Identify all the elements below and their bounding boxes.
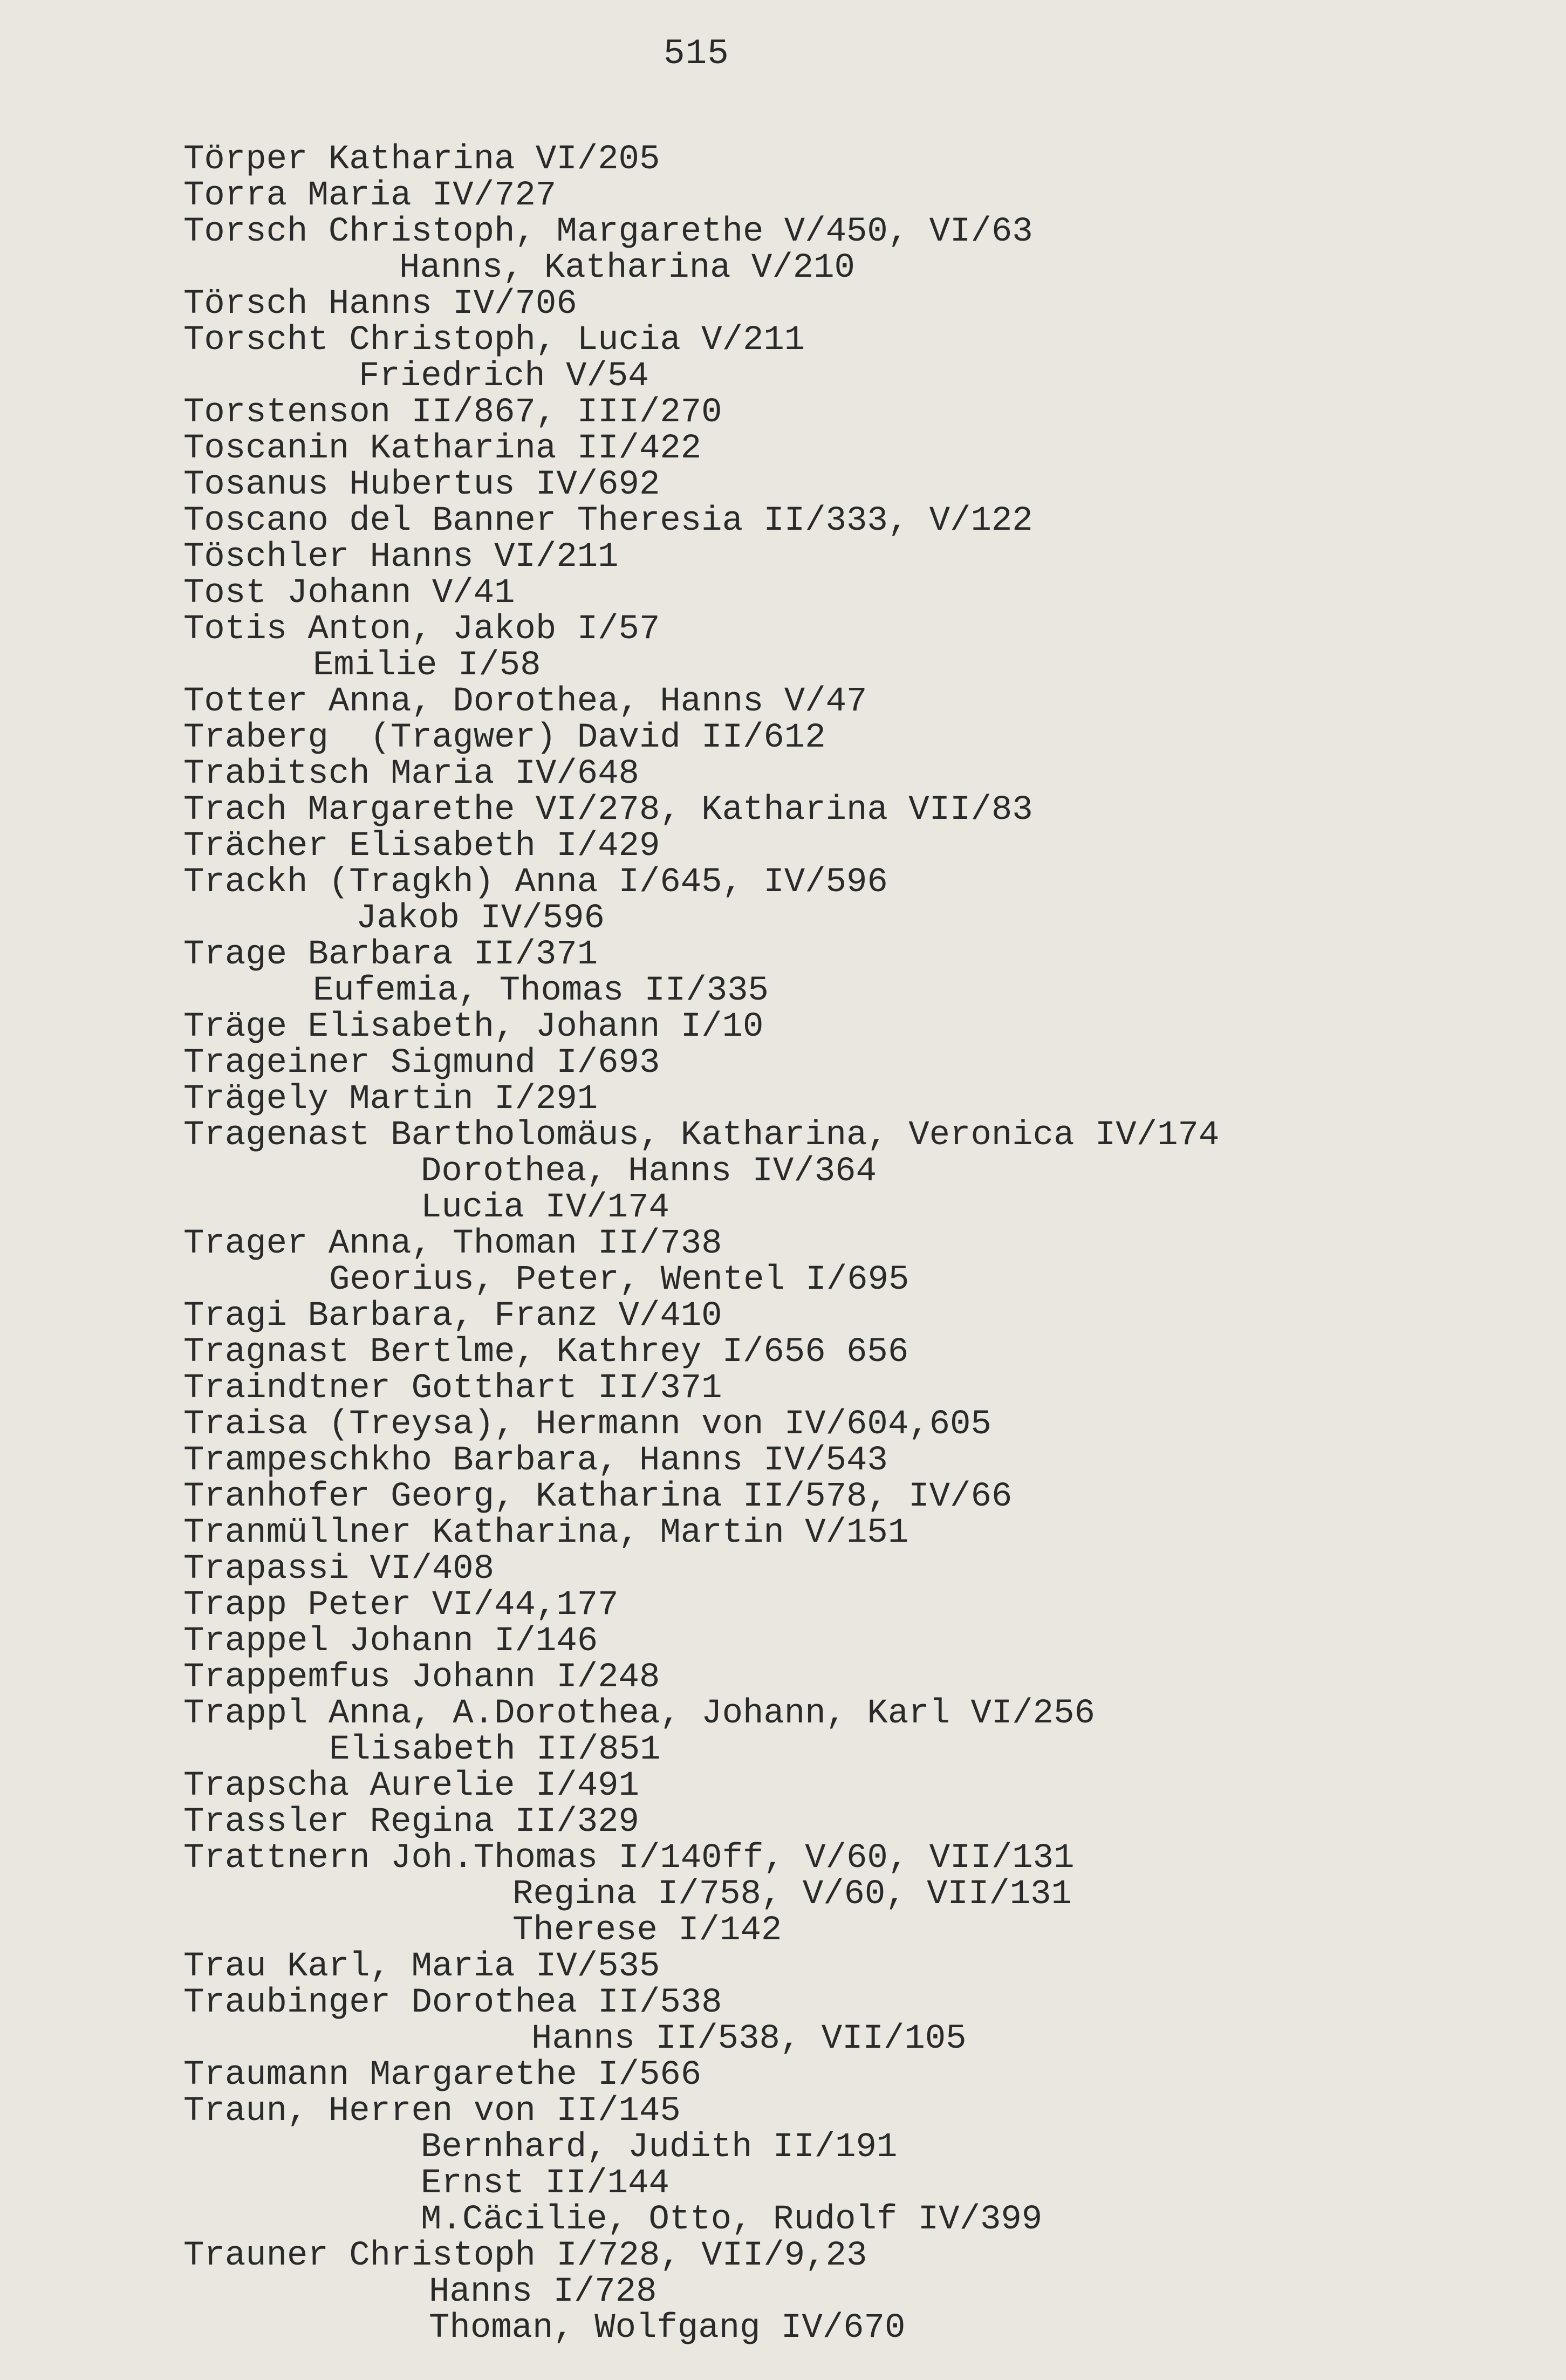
index-entry: Tragenast Bartholomäus, Katharina, Veronica IV/174: [183, 1116, 1220, 1155]
index-entry: Trabitsch Maria IV/648: [183, 755, 639, 794]
index-entry: Traberg (Tragwer) David II/612: [183, 719, 826, 757]
index-entry: Toscano del Banner Theresia II/333, V/122: [183, 502, 1033, 541]
index-entry: Tragnast Bertlme, Kathrey I/656 656: [183, 1333, 909, 1372]
index-subentry: Friedrich V/54: [359, 357, 649, 396]
index-entry: Trapscha Aurelie I/491: [183, 1767, 639, 1805]
index-subentry: Thoman, Wolfgang IV/670: [429, 2309, 906, 2348]
index-entry: Trapp Peter VI/44,177: [183, 1586, 619, 1625]
index-entry: Trägely Martin I/291: [183, 1080, 598, 1119]
index-entry-list: [183, 142, 1219, 2347]
index-entry: Toscanin Katharina II/422: [183, 429, 702, 468]
index-entry: Traun, Herren von II/145: [183, 2092, 681, 2131]
index-entry: Trager Anna, Thoman II/738: [183, 1225, 722, 1263]
index-entry: Trappel Johann I/146: [183, 1622, 598, 1661]
index-entry: Törsch Hanns IV/706: [183, 285, 577, 324]
index-entry: Totter Anna, Dorothea, Hanns V/47: [183, 682, 867, 721]
index-entry: Trampeschkho Barbara, Hanns IV/543: [183, 1441, 888, 1480]
index-subentry: Therese I/142: [512, 1911, 782, 1950]
index-entry: Trau Karl, Maria IV/535: [183, 1947, 660, 1986]
index-subentry: Regina I/758, V/60, VII/131: [512, 1875, 1072, 1914]
index-subentry: Elisabeth II/851: [329, 1731, 661, 1769]
index-subentry: Eufemia, Thomas II/335: [313, 972, 769, 1010]
index-entry: Trageiner Sigmund I/693: [183, 1044, 660, 1083]
page-number: 515: [664, 33, 729, 74]
index-subentry: Bernhard, Judith II/191: [421, 2128, 898, 2167]
index-entry: Traumann Margarethe I/566: [183, 2056, 702, 2095]
index-entry: Trauner Christoph I/728, VII/9,23: [183, 2237, 867, 2275]
index-entry: Tranhofer Georg, Katharina II/578, IV/66: [183, 1478, 1013, 1516]
index-entry: Trappl Anna, A.Dorothea, Johann, Karl VI/256: [183, 1694, 1095, 1733]
index-entry: Torsch Christoph, Margarethe V/450, VI/63: [183, 213, 1033, 251]
index-entry: Tragi Barbara, Franz V/410: [183, 1297, 722, 1336]
index-entry: Tost Johann V/41: [183, 574, 515, 613]
index-subentry: Hanns I/728: [429, 2273, 657, 2311]
index-entry: Trapassi VI/408: [183, 1550, 495, 1589]
index-entry: Trattnern Joh.Thomas I/140ff, V/60, VII/131: [183, 1839, 1075, 1878]
index-entry: Traubinger Dorothea II/538: [183, 1984, 722, 2022]
index-entry: Trackh (Tragkh) Anna I/645, IV/596: [183, 863, 888, 902]
index-entry: Törper Katharina VI/205: [183, 140, 660, 179]
index-subentry: Hanns, Katharina V/210: [399, 249, 855, 288]
index-entry: Trassler Regina II/329: [183, 1803, 639, 1842]
index-subentry: Ernst II/144: [421, 2164, 669, 2203]
index-subentry: M.Cäcilie, Otto, Rudolf IV/399: [421, 2200, 1043, 2239]
index-subentry: Georius, Peter, Wentel I/695: [329, 1261, 909, 1300]
index-subentry: Jakob IV/596: [356, 899, 605, 938]
index-subentry: Emilie I/58: [313, 646, 541, 685]
index-entry: Torscht Christoph, Lucia V/211: [183, 321, 805, 360]
index-entry: Traisa (Treysa), Hermann von IV/604,605: [183, 1405, 991, 1444]
index-entry: Traindtner Gotthart II/371: [183, 1369, 722, 1408]
index-entry: Tranmüllner Katharina, Martin V/151: [183, 1514, 909, 1553]
index-entry: Trächer Elisabeth I/429: [183, 827, 660, 866]
index-entry: Trach Margarethe VI/278, Katharina VII/83: [183, 791, 1033, 830]
index-entry: Trage Barbara II/371: [183, 935, 598, 974]
index-entry: Totis Anton, Jakob I/57: [183, 610, 660, 649]
index-entry: Tosanus Hubertus IV/692: [183, 466, 660, 504]
index-entry: Torstenson II/867, III/270: [183, 393, 722, 432]
index-entry: Träge Elisabeth, Johann I/10: [183, 1008, 764, 1047]
index-entry: Töschler Hanns VI/211: [183, 538, 619, 577]
index-subentry: Lucia IV/174: [421, 1188, 669, 1227]
index-entry: Torra Maria IV/727: [183, 176, 557, 215]
index-entry: Trappemfus Johann I/248: [183, 1658, 660, 1697]
index-subentry: Hanns II/538, VII/105: [531, 2020, 967, 2058]
index-subentry: Dorothea, Hanns IV/364: [421, 1152, 877, 1191]
